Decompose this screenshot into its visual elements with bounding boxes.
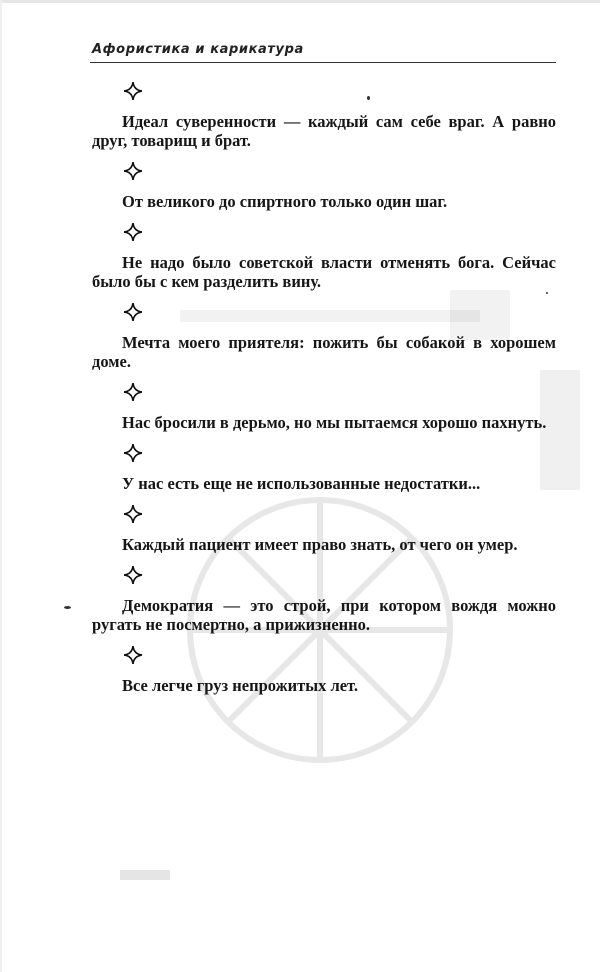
aphorism-entry [92, 303, 556, 371]
four-point-star-icon [124, 444, 142, 462]
four-point-star-icon [124, 383, 142, 401]
four-point-star-icon [124, 646, 142, 664]
four-point-star-icon [124, 566, 142, 584]
four-point-star-icon [124, 82, 142, 100]
scan-speck [64, 606, 71, 609]
aphorism-entry [122, 162, 556, 211]
aphorism-entry [122, 505, 556, 554]
aphorism-entry [122, 383, 556, 432]
aphorism-text: У нас есть еще не использованные недостатки... [122, 474, 481, 493]
aphorism-text: Каждый пациент имеет право знать, от чего он умер. [122, 535, 518, 554]
aphorism-list [92, 82, 556, 707]
header-rule [90, 62, 556, 63]
four-point-star-icon [124, 162, 142, 180]
aphorism-entry [122, 646, 556, 695]
four-point-star-icon [124, 303, 142, 321]
aphorism-entry [92, 223, 556, 291]
aphorism-text: Не надо было советской власти отменять бога. Сейчас было бы с кем разделить вину. [92, 253, 556, 291]
aphorism-text: Нас бросили в дерьмо, но мы пытаемся хорошо пахнуть. [122, 413, 547, 432]
aphorism-text: От великого до спиртного только один шаг. [122, 192, 448, 211]
aphorism-entry [122, 444, 556, 493]
four-point-star-icon [124, 223, 142, 241]
aphorism-entry [92, 82, 556, 150]
aphorism-entry [92, 566, 556, 634]
aphorism-text: Мечта моего приятеля: пожить бы собакой в хорошем доме. [92, 333, 556, 371]
scan-edge-top [0, 0, 600, 3]
scan-edge-left [0, 0, 2, 972]
aphorism-text: Идеал суверенности — каждый сам себе враг. А равно друг, товарищ и брат. [92, 112, 556, 150]
four-point-star-icon [124, 505, 142, 523]
aphorism-text: Все легче груз непрожитых лет. [122, 676, 359, 695]
aphorism-text: Демократия — это строй, при котором вождя можно ругать не посмертно, а прижизненно. [92, 596, 556, 634]
running-header-title: Афористика и карикатура [92, 42, 304, 57]
